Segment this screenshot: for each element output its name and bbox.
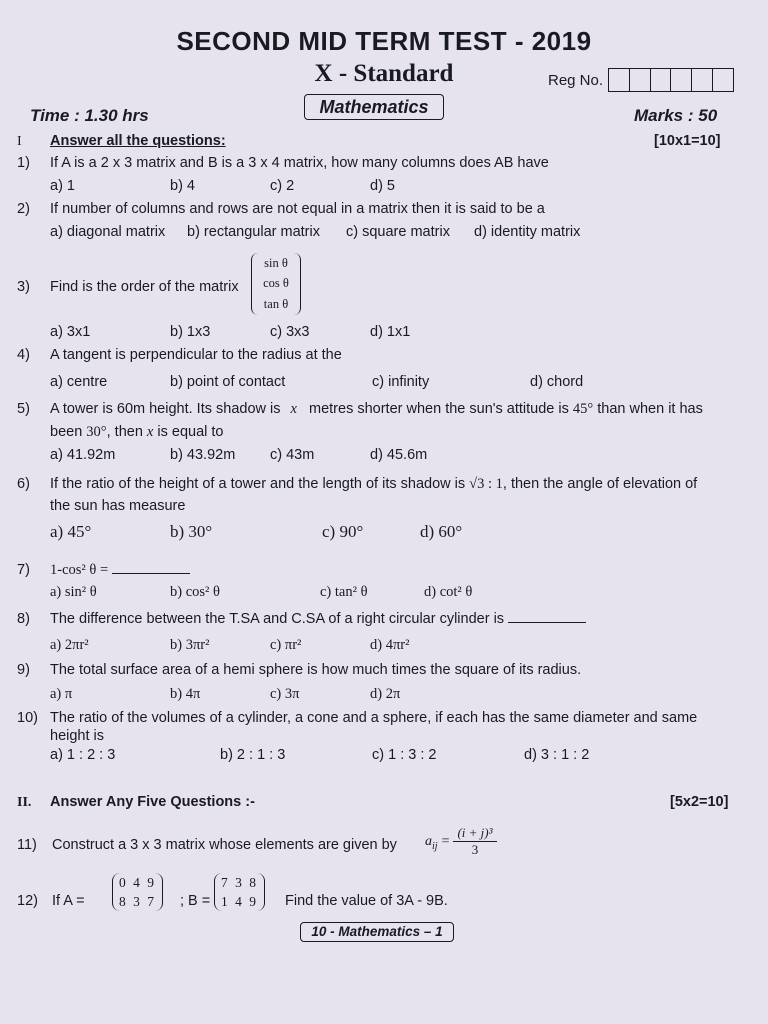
question-text-line-2: been 30°, then x is equal to xyxy=(50,424,224,440)
option-d: d) 4πr² xyxy=(370,637,410,653)
question-number: 6) xyxy=(17,476,30,492)
element-formula: a ij = $\frac{\text{(i + j)³}}{3}$ xyxy=(425,825,497,858)
matrix-a xyxy=(112,873,163,911)
matrix-entry: cos θ xyxy=(263,276,289,291)
option-a: a) 1 : 2 : 3 xyxy=(50,747,116,763)
option-a: a) sin² θ xyxy=(50,584,97,600)
option-d: d) 1x1 xyxy=(370,324,411,340)
option-d: d) cot² θ xyxy=(424,584,473,600)
option-c: c) 3x3 xyxy=(270,324,310,340)
question-text: 1-cos² θ = xyxy=(50,562,190,579)
option-b: b) cos² θ xyxy=(170,584,220,600)
option-c: c) square matrix xyxy=(346,224,450,240)
question-number: 2) xyxy=(17,201,30,217)
matrix-entry: sin θ xyxy=(264,255,288,270)
option-a: a) 1 xyxy=(50,178,75,194)
section-2-heading: Answer Any Five Questions :- xyxy=(50,794,255,810)
option-b: b) 43.92m xyxy=(170,447,236,463)
matrix-row: 0 4 9 xyxy=(119,875,156,890)
option-b: b) 30° xyxy=(170,522,213,541)
option-a: a) centre xyxy=(50,374,108,390)
matrix-b-label: ; B = xyxy=(180,893,211,909)
option-c: c) 2 xyxy=(270,178,295,194)
option-d: d) 60° xyxy=(420,522,463,541)
question-number: 4) xyxy=(17,347,30,363)
question-text-line-2: height is xyxy=(50,728,105,744)
question-text: Find is the order of the matrix xyxy=(50,279,239,295)
reg-no-label: Reg No. xyxy=(548,72,604,89)
option-d: d) 45.6m xyxy=(370,447,428,463)
option-c: c) 3π xyxy=(270,686,300,702)
option-b: b) rectangular matrix xyxy=(187,224,320,240)
matrix-row: 8 3 7 xyxy=(119,894,156,909)
option-c: c) 43m xyxy=(270,447,315,463)
matrix-a-label: If A = xyxy=(52,893,85,909)
question-text: The difference between the T.SA and C.SA of a right circular cylinder is xyxy=(50,611,586,627)
question-text: A tangent is perpendicular to the radius at the xyxy=(50,347,342,363)
question-number: 12) xyxy=(17,893,38,909)
question-number: 5) xyxy=(17,401,30,417)
matrix-row: 7 3 8 xyxy=(221,875,258,890)
option-d: d) 3 : 1 : 2 xyxy=(524,747,590,763)
question-number: 1) xyxy=(17,155,30,171)
trig-column-matrix xyxy=(251,253,301,315)
matrix-entry: tan θ xyxy=(263,297,289,312)
question-text: If A is a 2 x 3 matrix and B is a 3 x 4 matrix, how many columns does AB have xyxy=(50,155,549,171)
standard-label: X - Standard xyxy=(314,60,454,87)
question-number: 11) xyxy=(17,837,37,853)
marks-label: Marks : 50 xyxy=(634,106,718,125)
answer-blank xyxy=(508,622,586,623)
question-number: 3) xyxy=(17,279,30,295)
option-b: b) point of contact xyxy=(170,374,286,390)
question-text: If the ratio of the height of a tower and the length of its shadow is √3 : 1, then the angle of elevation of xyxy=(50,476,698,492)
question-text: The total surface area of a hemi sphere is how much times the square of its radius. xyxy=(50,662,582,678)
page-footer: 10 - Mathematics – 1 xyxy=(300,922,454,942)
option-c: c) 90° xyxy=(322,522,364,541)
option-d: d) chord xyxy=(530,374,584,390)
question-number: 7) xyxy=(17,562,30,578)
option-a: a) 2πr² xyxy=(50,637,89,653)
question-text: The ratio of the volumes of a cylinder, a cone and a sphere, if each has the same diameter and same xyxy=(50,710,698,726)
answer-blank xyxy=(112,573,190,574)
question-number: 8) xyxy=(17,611,30,627)
option-a: a) 3x1 xyxy=(50,324,91,340)
option-a: a) 41.92m xyxy=(50,447,116,463)
exam-title: SECOND MID TERM TEST - 2019 xyxy=(176,26,592,56)
matrix-b xyxy=(214,873,265,911)
question-text: If number of columns and rows are not equal in a matrix then it is said to be a xyxy=(50,201,545,217)
question-number: 9) xyxy=(17,662,30,678)
question-text: Construct a 3 x 3 matrix whose elements are given by xyxy=(52,837,397,853)
option-b: b) 3πr² xyxy=(170,637,210,653)
option-c: c) tan² θ xyxy=(320,584,368,600)
option-d: d) 5 xyxy=(370,178,395,194)
option-c: c) infinity xyxy=(372,374,430,390)
question-text: A tower is 60m height. Its shadow is x metres shorter when the sun's attitude is 45° than when it has xyxy=(50,401,703,417)
question-number: 10) xyxy=(17,710,38,726)
option-b: b) 2 : 1 : 3 xyxy=(220,747,286,763)
section-1-marks: [10x1=10] xyxy=(654,133,721,149)
option-d: d) 2π xyxy=(370,686,401,702)
option-b: b) 4π xyxy=(170,686,201,702)
matrix-row: 1 4 9 xyxy=(221,894,258,909)
option-a: a) 45° xyxy=(50,522,92,541)
time-label: Time : 1.30 hrs xyxy=(30,106,149,125)
section-1-heading: Answer all the questions: xyxy=(50,133,226,149)
option-a: a) diagonal matrix xyxy=(50,224,166,240)
question-text-line-2: the sun has measure xyxy=(50,498,186,514)
option-a: a) π xyxy=(50,686,73,702)
option-c: c) 1 : 3 : 2 xyxy=(372,747,437,763)
formula-fraction: $\frac{\text{(i + j)³}}{3}$ xyxy=(453,825,496,858)
subject-box: Mathematics xyxy=(304,94,444,120)
section-2-number: II. xyxy=(17,795,32,810)
section-2-marks: [5x2=10] xyxy=(670,794,729,810)
option-b: b) 4 xyxy=(170,178,195,194)
reg-no-boxes xyxy=(608,68,734,92)
option-c: c) πr² xyxy=(270,637,302,653)
question-text: Find the value of 3A - 9B. xyxy=(285,893,448,909)
option-d: d) identity matrix xyxy=(474,224,581,240)
option-b: b) 1x3 xyxy=(170,324,211,340)
section-1-number: I xyxy=(17,134,22,149)
